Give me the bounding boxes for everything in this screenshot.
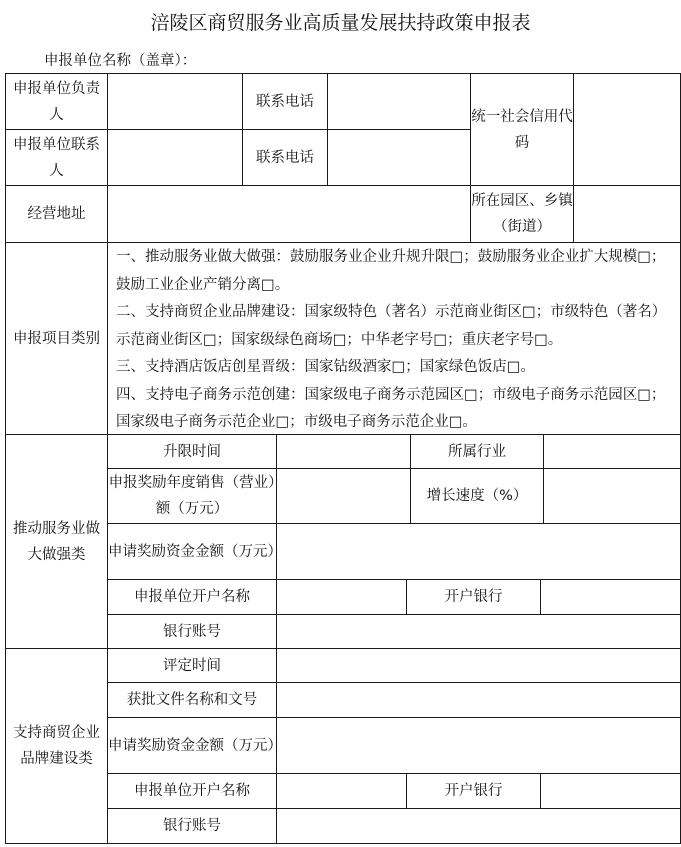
credit-code-field[interactable]: [573, 73, 681, 186]
address-label: 经营地址: [5, 185, 108, 243]
category-item-1[interactable]: 一、推动服务业做大做强：鼓励服务业企业升规升限□；鼓励服务业企业扩大规模□；鼓励工业企业产销分离□。: [116, 249, 666, 293]
category-label: 申报项目类别: [5, 242, 108, 435]
eval-time-label: 评定时间: [107, 648, 277, 683]
contact-phone-field[interactable]: [327, 129, 471, 186]
amount-label-1: 申请奖励资金金额（万元）: [107, 523, 277, 580]
sales-field[interactable]: [276, 468, 411, 524]
account-name-label-1: 申报单位开户名称: [107, 579, 277, 615]
org-name-label: 申报单位名称（盖章）：: [44, 53, 197, 69]
district-field[interactable]: [573, 185, 681, 243]
account-name-label-2: 申报单位开户名称: [107, 773, 277, 809]
eval-time-field[interactable]: [276, 648, 681, 683]
address-field[interactable]: [107, 185, 471, 243]
responsible-field[interactable]: [107, 73, 243, 130]
upgrade-time-label: 升限时间: [107, 434, 277, 469]
amount-field-2[interactable]: [276, 717, 681, 774]
account-name-field-2[interactable]: [276, 773, 407, 809]
account-no-field-1[interactable]: [276, 614, 681, 649]
bank-label-1: 开户银行: [406, 579, 541, 615]
contact-phone-label: 联系电话: [242, 129, 328, 186]
industry-label: 所属行业: [410, 434, 544, 469]
district-label: 所在园区、乡镇（街道）: [470, 185, 574, 243]
credit-code-label: 统一社会信用代码: [470, 73, 574, 186]
account-no-label-1: 银行账号: [107, 614, 277, 649]
category-item-4[interactable]: 四、支持电子商务示范创建：国家级电子商务示范园区□；市级电子商务示范园区□；国家级电子商务示范企业□；市级电子商务示范企业□。: [116, 386, 666, 430]
upgrade-time-field[interactable]: [276, 434, 411, 469]
amount-label-2: 申请奖励资金金额（万元）: [107, 717, 277, 774]
doc-field[interactable]: [276, 682, 681, 718]
category-list: [107, 242, 681, 435]
bank-field-1[interactable]: [540, 579, 681, 615]
sales-label: 申报奖励年度销售（营业）额（万元）: [107, 468, 277, 524]
account-name-field-1[interactable]: [276, 579, 407, 615]
category-item-3[interactable]: 三、支持酒店饭店创星晋级：国家钻级酒家□；国家绿色饭店□。: [116, 359, 535, 375]
responsible-phone-label: 联系电话: [242, 73, 328, 130]
bank-label-2: 开户银行: [406, 773, 541, 809]
contact-person-field[interactable]: [107, 129, 243, 186]
account-no-field-2[interactable]: [276, 808, 681, 844]
category-item-2[interactable]: 二、支持商贸企业品牌建设：国家级特色（著名）示范商业街区□；市级特色（著名）示范商业街区□；国家级绿色商场□；中华老字号□；重庆老字号□。: [116, 304, 667, 348]
contact-person-label: 申报单位联系人: [5, 129, 108, 186]
growth-label: 增长速度（%）: [410, 468, 544, 524]
industry-field[interactable]: [543, 434, 681, 469]
section2-label: 支持商贸企业品牌建设类: [5, 648, 108, 844]
section1-label: 推动服务业做大做强类: [5, 434, 108, 649]
amount-field-1[interactable]: [276, 523, 681, 580]
responsible-label: 申报单位负责人: [5, 73, 108, 130]
account-no-label-2: 银行账号: [107, 808, 277, 844]
growth-field[interactable]: [543, 468, 681, 524]
bank-field-2[interactable]: [540, 773, 681, 809]
doc-label: 获批文件名称和文号: [107, 682, 277, 718]
responsible-phone-field[interactable]: [327, 73, 471, 130]
form-title: 涪陵区商贸服务业高质量发展扶持政策申报表: [150, 12, 531, 34]
